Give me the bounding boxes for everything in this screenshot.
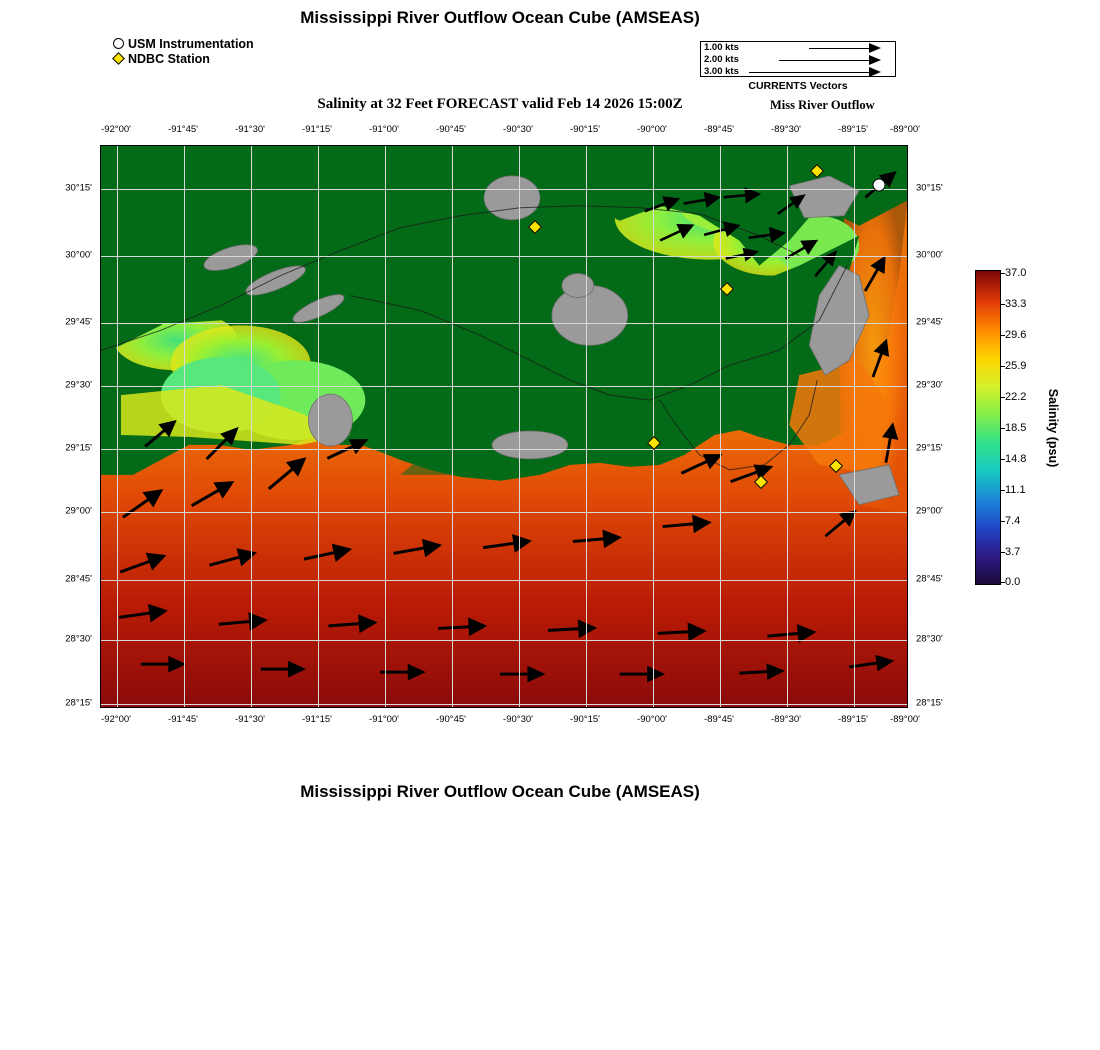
colorbar-tick: 25.9 bbox=[1005, 360, 1027, 372]
currents-key-row-3 bbox=[701, 66, 895, 78]
ndbc-station-marker[interactable] bbox=[829, 459, 843, 473]
colorbar-tick: 11.1 bbox=[1005, 484, 1026, 496]
colorbar-tick: 14.8 bbox=[1005, 453, 1027, 465]
ndbc-station-marker[interactable] bbox=[528, 220, 542, 234]
colorbar-tick: 37.0 bbox=[1005, 267, 1027, 279]
plot-subtitle: Salinity at 32 Feet FORECAST valid Feb 14 2026 15:00Z bbox=[317, 96, 683, 112]
colorbar-tick: 29.6 bbox=[1005, 329, 1027, 341]
currents-key-arrow-2 bbox=[869, 55, 881, 65]
usm-instrumentation-marker[interactable] bbox=[873, 179, 886, 192]
ndbc-station-marker[interactable] bbox=[720, 282, 734, 296]
currents-key-row-1 bbox=[701, 42, 895, 54]
salinity-map[interactable] bbox=[100, 145, 908, 708]
page-title: Mississippi River Outflow Ocean Cube (AMSEAS) bbox=[300, 8, 700, 27]
ndbc-station-marker[interactable] bbox=[810, 164, 824, 178]
colorbar-tick: 33.3 bbox=[1005, 298, 1027, 310]
currents-key-line-3 bbox=[749, 72, 869, 73]
legend-item-ndbc bbox=[108, 51, 254, 66]
legend-label-ndbc: NDBC Station bbox=[128, 51, 210, 66]
currents-key-label-3: 3.00 kts bbox=[704, 66, 739, 77]
legend-label-usm: USM Instrumentation bbox=[128, 36, 254, 51]
colorbar-gradient bbox=[975, 270, 1001, 585]
station-legend bbox=[108, 36, 254, 66]
circle-icon bbox=[108, 38, 128, 49]
ndbc-station-marker[interactable] bbox=[754, 475, 768, 489]
legend-item-usm bbox=[108, 36, 254, 51]
colorbar-tick: 7.4 bbox=[1005, 515, 1021, 527]
currents-key-arrow-3 bbox=[869, 67, 881, 77]
ndbc-station-marker[interactable] bbox=[647, 436, 661, 450]
outflow-annotation: Miss River Outflow bbox=[770, 98, 875, 112]
currents-key-row-2 bbox=[701, 54, 895, 66]
colorbar-tick: 0.0 bbox=[1005, 576, 1021, 588]
station-markers[interactable] bbox=[101, 146, 907, 707]
currents-key-line-1 bbox=[809, 48, 869, 49]
currents-key-label-1: 1.00 kts bbox=[704, 42, 739, 53]
currents-vector-key bbox=[700, 41, 896, 77]
colorbar-tick: 18.5 bbox=[1005, 422, 1027, 434]
colorbar-tick: 22.2 bbox=[1005, 391, 1027, 403]
diamond-icon bbox=[108, 54, 128, 63]
colorbar-tick: 3.7 bbox=[1005, 546, 1021, 558]
currents-key-caption: CURRENTS Vectors bbox=[748, 80, 848, 92]
colorbar-title: Salinity (psu) bbox=[1046, 388, 1060, 468]
currents-key-arrow-1 bbox=[869, 43, 881, 53]
currents-key-label-2: 2.00 kts bbox=[704, 54, 739, 65]
footer-title: Mississippi River Outflow Ocean Cube (AMSEAS) bbox=[300, 782, 700, 801]
currents-key-line-2 bbox=[779, 60, 869, 61]
